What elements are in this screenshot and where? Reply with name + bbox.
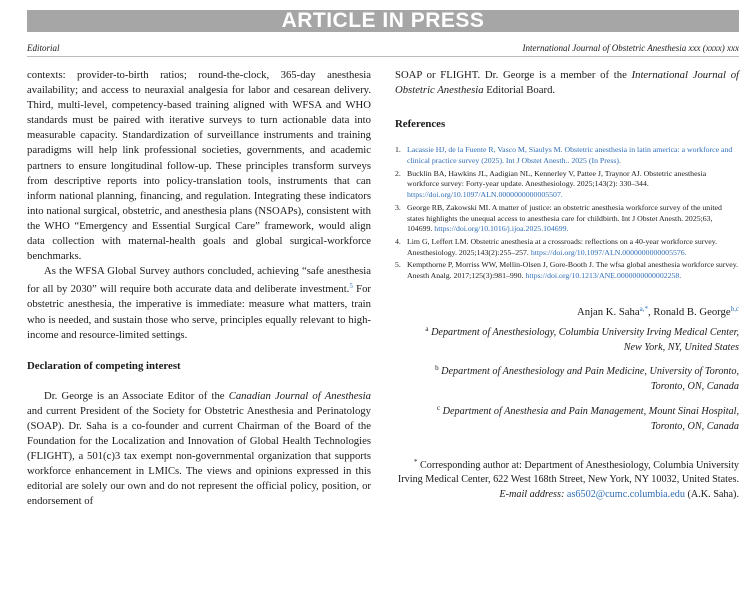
left-column xyxy=(27,68,371,510)
author-name-1: Anjan K. Saha xyxy=(577,305,640,318)
header-rule xyxy=(27,56,739,57)
reference-item xyxy=(395,260,739,281)
email-link[interactable]: as6502@cumc.columbia.edu xyxy=(566,489,685,501)
affiliation-line-1 xyxy=(395,401,739,420)
corresponding-marker: * xyxy=(413,457,418,466)
reference-item xyxy=(395,169,739,201)
email-owner: (A.K. Saha). xyxy=(687,489,739,501)
cont-journal-name: International Journal of Obstetric Anesthesia xyxy=(395,69,740,97)
reference-text: Bucklin BA, Hawkins JL, Aadigian NL, Kennerley V, Pattee J, Traynor AJ. Obstetric anesthesia workforce survey: Forty-year update. Anesthesiology. 2025;143(2): 330–344. xyxy=(407,168,707,189)
reference-doi-link[interactable]: https://doi.org/10.1213/ANE.0000000000002258. xyxy=(525,271,682,281)
competing-interest-paragraph xyxy=(27,389,371,510)
reference-doi-link[interactable]: https://doi.org/10.1097/ALN.0000000000005576. xyxy=(530,247,687,257)
reference-number: 3. xyxy=(395,202,401,212)
coi-text-2: and current President of the Society for Obstetric Anesthesia and Perinatology (SOAP). Dr. Saha is a co-founder and current Chairman of the Board of the Foundation for the Localization and Innovation of Global Health Technologies (FLIGHT), a 501(c)3 tax exempt non-governmental organization that supports workforce enhancement in LMICs. The views and opinions expressed in this editorial are solely our own and do not represent the official policy, position, or endorsement of xyxy=(27,404,371,508)
reference-number: 1. xyxy=(395,145,401,155)
affiliation-line-2: Toronto, ON, Canada xyxy=(650,420,739,432)
reference-text: George RB, Zakowski MI. A matter of justice: an obstetric anesthesia workforce survey of the united states highlights the unequal access to anesthesia care for childbirth. Int J Obstet Anesth. 2025;63, 104699. xyxy=(407,202,722,234)
affiliation-marker: a xyxy=(425,324,429,333)
reference-number: 4. xyxy=(395,236,401,246)
reference-number: 2. xyxy=(395,168,401,178)
continued-paragraph xyxy=(395,68,739,98)
author-1-affiliation-link[interactable]: a,* xyxy=(639,304,649,313)
affiliation-b xyxy=(395,361,739,395)
body-paragraph-conclusion xyxy=(27,264,371,342)
running-header-journal: International Journal of Obstetric Anesthesia xxx (xxxx) xxx xyxy=(522,43,739,53)
citation-link-5[interactable]: 5 xyxy=(349,282,353,291)
cont-text-2: Editorial Board. xyxy=(483,84,556,97)
corresponding-author-note xyxy=(395,455,739,503)
right-column xyxy=(395,68,739,503)
coi-journal-name: Canadian Journal of Anesthesia xyxy=(228,389,371,402)
cont-text-1: SOAP or FLIGHT. Dr. George is a member of the xyxy=(395,69,632,81)
running-header-section: Editorial xyxy=(27,43,60,53)
competing-interest-heading: Declaration of competing interest xyxy=(27,359,181,372)
author-2-affiliation-link[interactable]: b,c xyxy=(730,304,739,313)
affiliation-marker: c xyxy=(436,404,441,412)
author-line xyxy=(395,302,739,320)
affiliation-line-2: Toronto, ON, Canada xyxy=(650,381,739,393)
coi-text-1: Dr. George is an Associate Editor of the xyxy=(44,389,229,402)
reference-text: Lim G, Leffert LM. Obstetric anesthesia at a crossroads: reflections on a 40-year workforce survey. Anesthesiology. 2025;143(2):255–257. xyxy=(407,236,718,257)
body-paragraph: contexts: provider-to-birth ratios; round-the-clock, 365-day anesthesia availability; and access to neuraxial analgesia for labor and cesarean delivery. Third, multi-level, competency-based training aligned with WFSA and WHO standards must be paired with iterative surveys to turn actionable data into measurable capacity. Standardization of surveillance instruments and training paradigms will help link professional societies, governments, and academic partners to ensure longitudinal follow-up. These principles transform surveys from descriptive reports into policy-translation tools, instruments that can inform national planning, financing, and regulation. Integrating these indicators into national surgical, obstetric, and anesthesia plans (NSOAPs), consistent with the WHO “Emergency and Essential Surgical Care” framework, would align data collection with maternal-health goals and global surgical-workforce benchmarks. xyxy=(27,69,371,263)
reference-doi-link[interactable]: https://doi.org/10.1097/ALN.0000000000005507. xyxy=(407,190,563,200)
affiliation-a xyxy=(395,322,739,356)
email-label: E-mail address: xyxy=(499,489,565,501)
author-name-2: Ronald B. George xyxy=(653,305,731,318)
reference-doi-link[interactable]: https://doi.org/10.1016/j.ijoa.2025.104699. xyxy=(434,224,569,234)
reference-item[interactable] xyxy=(395,145,739,166)
affiliation-text: Department of Anesthesiology, Columbia University Irving Medical Center, xyxy=(431,326,739,338)
affiliation-line-1 xyxy=(395,361,739,380)
affiliation-line-2: New York, NY, United States xyxy=(623,341,739,353)
reference-text: Kempthorne P, Morriss WW, Mellin-Olsen J, Gore-Booth J. The wfsa global anesthesia workforce survey. Anesth Analg. 2017;125(3):981–990. xyxy=(407,260,739,281)
affiliation-line-1 xyxy=(395,322,739,341)
corresponding-text: Corresponding author at: Department of Anesthesiology, Columbia University Irving Medical Center, 622 West 168th Street, New York, NY 10032, United States. xyxy=(397,459,739,486)
affiliation-text: Department of Anesthesiology and Pain Medicine, University of Toronto, xyxy=(441,366,739,378)
conclusion-text-a: As the WFSA Global Survey authors concluded, achieving “safe anesthesia for all by 2030” will require both accurate data and deliberate investment. xyxy=(27,265,371,296)
article-in-press-banner: ARTICLE IN PRESS xyxy=(27,10,739,32)
affiliation-c xyxy=(395,401,739,435)
references-heading: References xyxy=(395,118,446,131)
reference-text[interactable]: Lacassie HJ, de la Fuente R, Vasco M, Siaulys M. Obstetric anesthesia in latin america: a workforce and clinical practice survey (2025). Int J Obstet Anesth.. 2025 (In Press). xyxy=(407,145,733,165)
reference-item xyxy=(395,237,739,258)
references-list xyxy=(395,145,739,281)
reference-item xyxy=(395,203,739,235)
conclusion-text-b: For obstetric anesthesia, the imperative is immediate: measure what matters, train who is needed, and sustain those who serve, principles equally relevant to high-income and resource-limited settings. xyxy=(27,283,371,341)
reference-number: 5. xyxy=(395,260,401,270)
affiliation-marker: b xyxy=(435,364,439,373)
affiliation-text: Department of Anesthesia and Pain Management, Mount Sinai Hospital, xyxy=(442,406,739,417)
author-separator: , xyxy=(648,305,654,318)
